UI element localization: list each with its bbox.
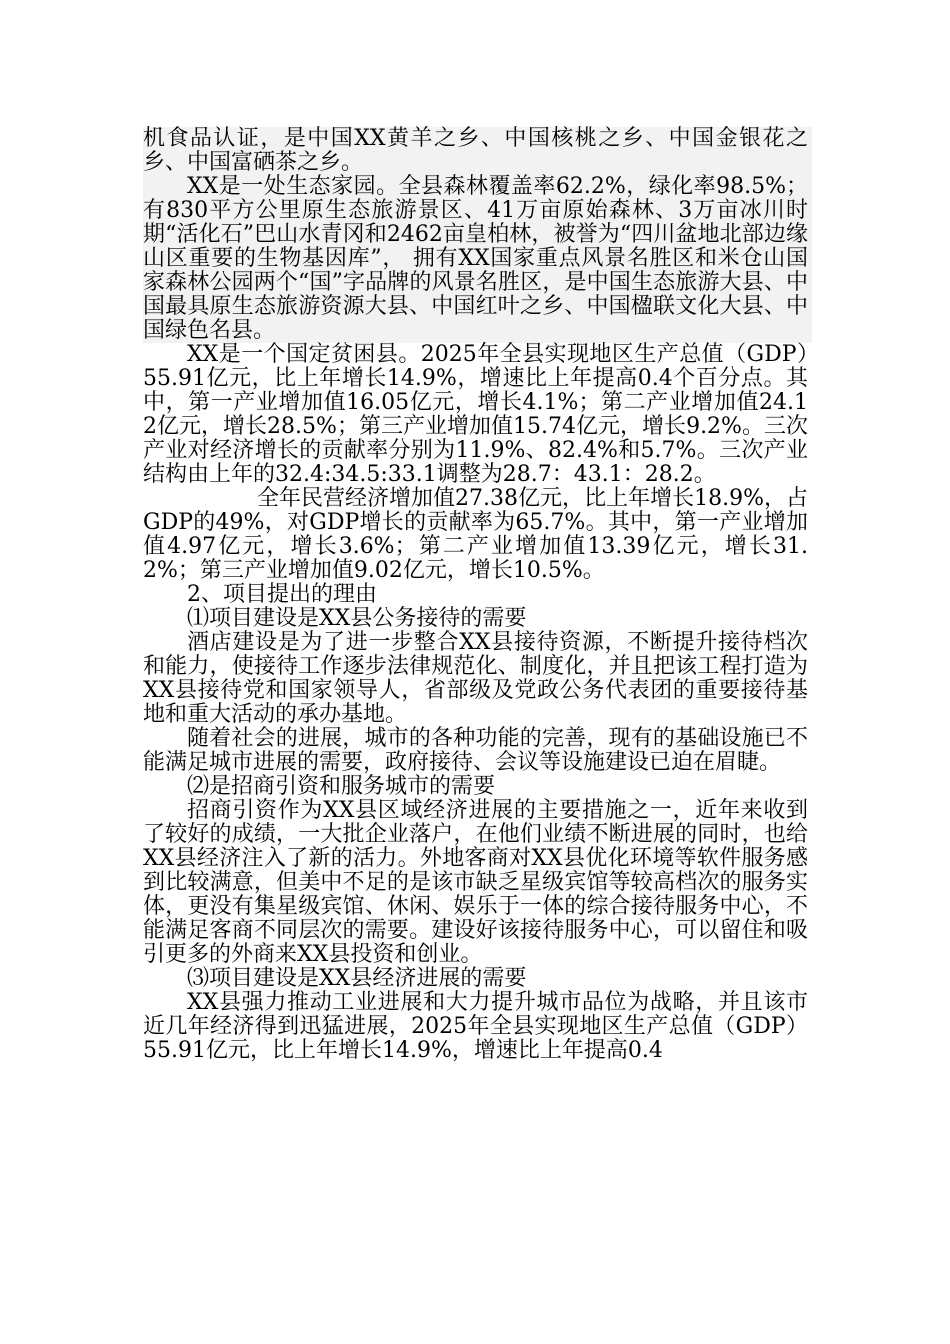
- paragraph-economic-growth: XX县强力推动工业进展和大力提升城市品位为战略，并且该市近几年经济得到迅猛进展，2025年全县实现地区生产总值（GDP）55.91亿元，比上年增长14.9%，增速比上年提高0.4: [143, 990, 808, 1063]
- section-heading-project-reasons: 2、项目提出的理由: [187, 582, 377, 607]
- paragraph-gdp-overview: XX是一个国定贫困县。2025年全县实现地区生产总值（GDP）55.91亿元，比上年增长14.9%，增速比上年提高0.4个百分点。其中，第一产业增加值16.05亿元，增长4.1%；第二产业增加值24.12亿元，增长28.5%；第三产业增加值15.74亿元，增长9.2%。三次产业对经济增长的贡献率分别为11.9%、82.4%和5.7%。三次产业结构由上年的32.4:34.5:33.1调整为28.7：43.1：28.2。: [143, 342, 808, 487]
- paragraph-investment: 招商引资作为XX县区域经济进展的主要措施之一，近年来收到了较好的成绩，一大批企业落户，在他们业绩不断进展的同时，也给XX县经济注入了新的活力。外地客商对XX县优化环境等软件服务感到比较满意，但美中不足的是该市缺乏星级宾馆等较高档次的服务实体，更没有集星级宾馆、休闲、娱乐于一体的综合接待服务中心，不能满足客商不同层次的需要。建设好该接待服务中心，可以留住和吸引更多的外商来XX县投资和创业。: [143, 798, 808, 967]
- paragraph-ecological-home: XX是一处生态家园。全县森林覆盖率62.2%，绿化率98.5%；有830平方公里原生态旅游景区、41万亩原始森林、3万亩冰川时期“活化石”巴山水青冈和2462亩皇柏林，被誉为“四川盆地北部边缘山区重要的生物基因库”， 拥有XX国家重点风景名胜区和米仓山国家森林公园两个“国”字品牌的风景名胜区，是中国生态旅游大县、中国最具原生态旅游资源大县、中国红叶之乡、中国楹联文化大县、中国绿色名县。: [143, 175, 812, 343]
- paragraph-private-economy: 全年民营经济增加值27.38亿元，比上年增长18.9%，占GDP的49%，对GDP增长的贡献率为65.7%。其中，第一产业增加值4.97亿元，增长3.6%；第二产业增加值13.39亿元，增长31.2%；第三产业增加值9.02亿元，增长10.5%。: [143, 486, 808, 583]
- document-body: [143, 127, 808, 1063]
- paragraph-city-development: 随着社会的进展，城市的各种功能的完善，现有的基础设施已不能满足城市进展的需要，政府接待、会议等设施建设已迫在眉睫。: [143, 726, 808, 775]
- subheading-economic-development: ⑶项目建设是XX县经济进展的需要: [187, 966, 527, 991]
- subheading-investment-attraction: ⑵是招商引资和服务城市的需要: [187, 774, 496, 799]
- paragraph-hotel-construction: 酒店建设是为了进一步整合XX县接待资源，不断提升接待档次和能力，使接待工作逐步法律规范化、制度化，并且把该工程打造为XX县接待党和国家领导人，省部级及党政公务代表团的重要接待基地和重大活动的承办基地。: [143, 630, 808, 727]
- subheading-official-reception: ⑴项目建设是XX县公务接待的需要: [187, 606, 527, 631]
- paragraph-food-certification: 机食品认证，是中国XX黄羊之乡、中国核桃之乡、中国金银花之乡、中国富硒茶之乡。: [143, 127, 812, 175]
